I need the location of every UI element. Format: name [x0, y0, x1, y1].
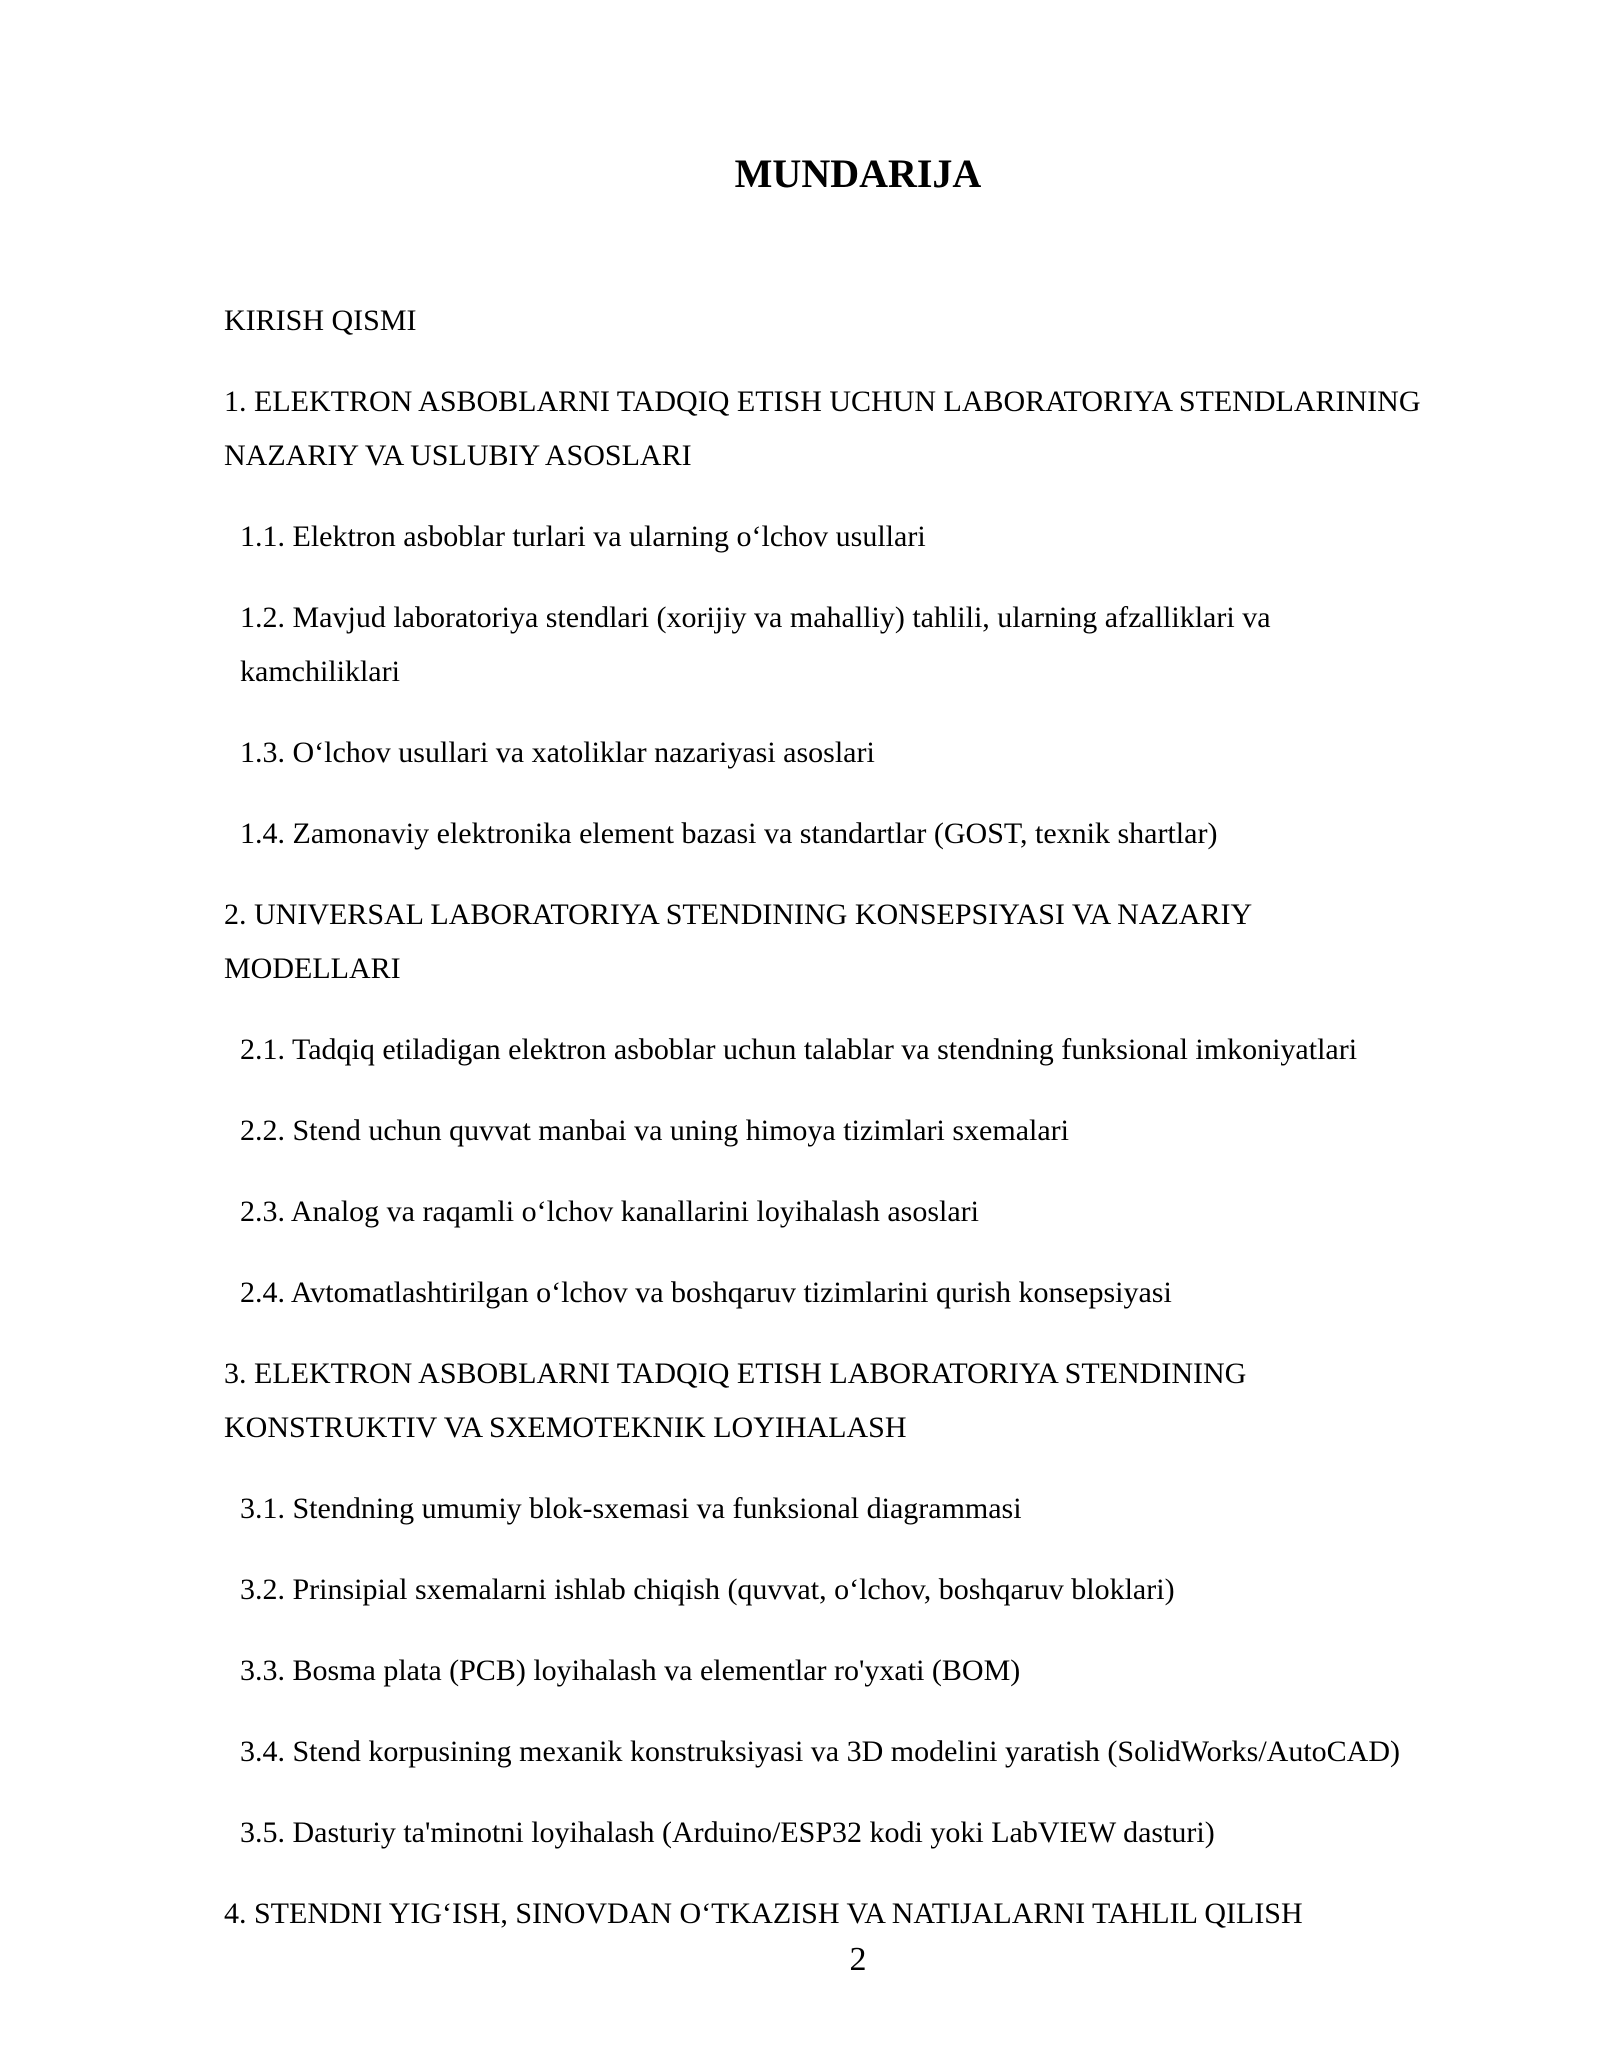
toc-entry-line: KONSTRUKTIV VA SXEMOTEKNIK LOYIHALASH: [224, 1411, 907, 1444]
toc-entry-line: 1.4. Zamonaviy elektronika element bazasi va standartlar (GOST, texnik shartlar): [240, 817, 1218, 850]
toc-entry-line: 2.3. Analog va raqamli o‘lchov kanallarini loyihalash asoslari: [240, 1195, 979, 1228]
toc-entry-line: kamchiliklari: [240, 655, 400, 688]
toc-entry-line: 2. UNIVERSAL LABORATORIYA STENDINING KONSEPSIYASI VA NAZARIY: [224, 898, 1253, 931]
toc-entry-line: 3.1. Stendning umumiy blok-sxemasi va funksional diagrammasi: [240, 1492, 1022, 1525]
toc-entry-line: 1.3. O‘lchov usullari va xatoliklar nazariyasi asoslari: [240, 736, 875, 769]
toc-entry-line: KIRISH QISMI: [224, 304, 417, 337]
toc-section-entry: [224, 294, 1524, 348]
toc-subsection-entry: [224, 1482, 1524, 1536]
toc-entry-line: 1.2. Mavjud laboratoriya stendlari (xorijiy va mahalliy) tahlili, ularning afzalliklari va: [240, 601, 1271, 634]
toc-subsection-entry: [224, 807, 1524, 861]
toc-subsection-entry: [224, 1644, 1524, 1698]
toc-subsection-entry: [224, 1185, 1524, 1239]
toc-entry-line: 2.1. Tadqiq etiladigan elektron asboblar uchun talablar va stendning funksional imkoniyatlari: [240, 1033, 1358, 1066]
toc-subsection-entry: [224, 1104, 1524, 1158]
toc-entry-line: MODELLARI: [224, 952, 401, 985]
toc-subsection-entry: [224, 510, 1524, 564]
toc-entry-line: 4. STENDNI YIG‘ISH, SINOVDAN O‘TKAZISH VA NATIJALARNI TAHLIL QILISH: [224, 1897, 1303, 1930]
toc-section-entry: [224, 1887, 1524, 1941]
toc-subsection-entry: [224, 591, 1524, 699]
toc-section-entry: [224, 375, 1524, 483]
toc-entry-line: 1. ELEKTRON ASBOBLARNI TADQIQ ETISH UCHUN LABORATORIYA STENDLARINING: [224, 385, 1421, 418]
toc-entry-line: 3.4. Stend korpusining mexanik konstruksiyasi va 3D modelini yaratish (SolidWorks/AutoCAD): [240, 1735, 1400, 1768]
toc-section-entry: [224, 888, 1524, 996]
toc-entry-line: 2.4. Avtomatlashtirilgan o‘lchov va boshqaruv tizimlarini qurish konsepsiyasi: [240, 1276, 1172, 1309]
page-number: 2: [849, 1941, 867, 1978]
toc-subsection-entry: [224, 726, 1524, 780]
toc-entry-line: 2.2. Stend uchun quvvat manbai va uning himoya tizimlari sxemalari: [240, 1114, 1069, 1147]
toc-entry-line: 3. ELEKTRON ASBOBLARNI TADQIQ ETISH LABORATORIYA STENDINING: [224, 1357, 1247, 1390]
toc-subsection-entry: [224, 1023, 1524, 1077]
toc-entry-line: 3.3. Bosma plata (PCB) loyihalash va elementlar ro'yxati (BOM): [240, 1654, 1021, 1687]
toc-entry-line: NAZARIY VA USLUBIY ASOSLARI: [224, 439, 692, 472]
toc-entry-line: 1.1. Elektron asboblar turlari va ularning o‘lchov usullari: [240, 520, 926, 553]
toc-subsection-entry: [224, 1266, 1524, 1320]
table-of-contents: [224, 294, 1524, 1968]
toc-subsection-entry: [224, 1806, 1524, 1860]
toc-section-entry: [224, 1347, 1524, 1455]
toc-entry-line: 3.5. Dasturiy ta'minotni loyihalash (Arduino/ESP32 kodi yoki LabVIEW dasturi): [240, 1816, 1215, 1849]
toc-subsection-entry: [224, 1563, 1524, 1617]
toc-entry-line: 3.2. Prinsipial sxemalarni ishlab chiqish (quvvat, o‘lchov, boshqaruv bloklari): [240, 1573, 1175, 1606]
page-title: MUNDARIJA: [734, 151, 982, 196]
toc-subsection-entry: [224, 1725, 1524, 1779]
